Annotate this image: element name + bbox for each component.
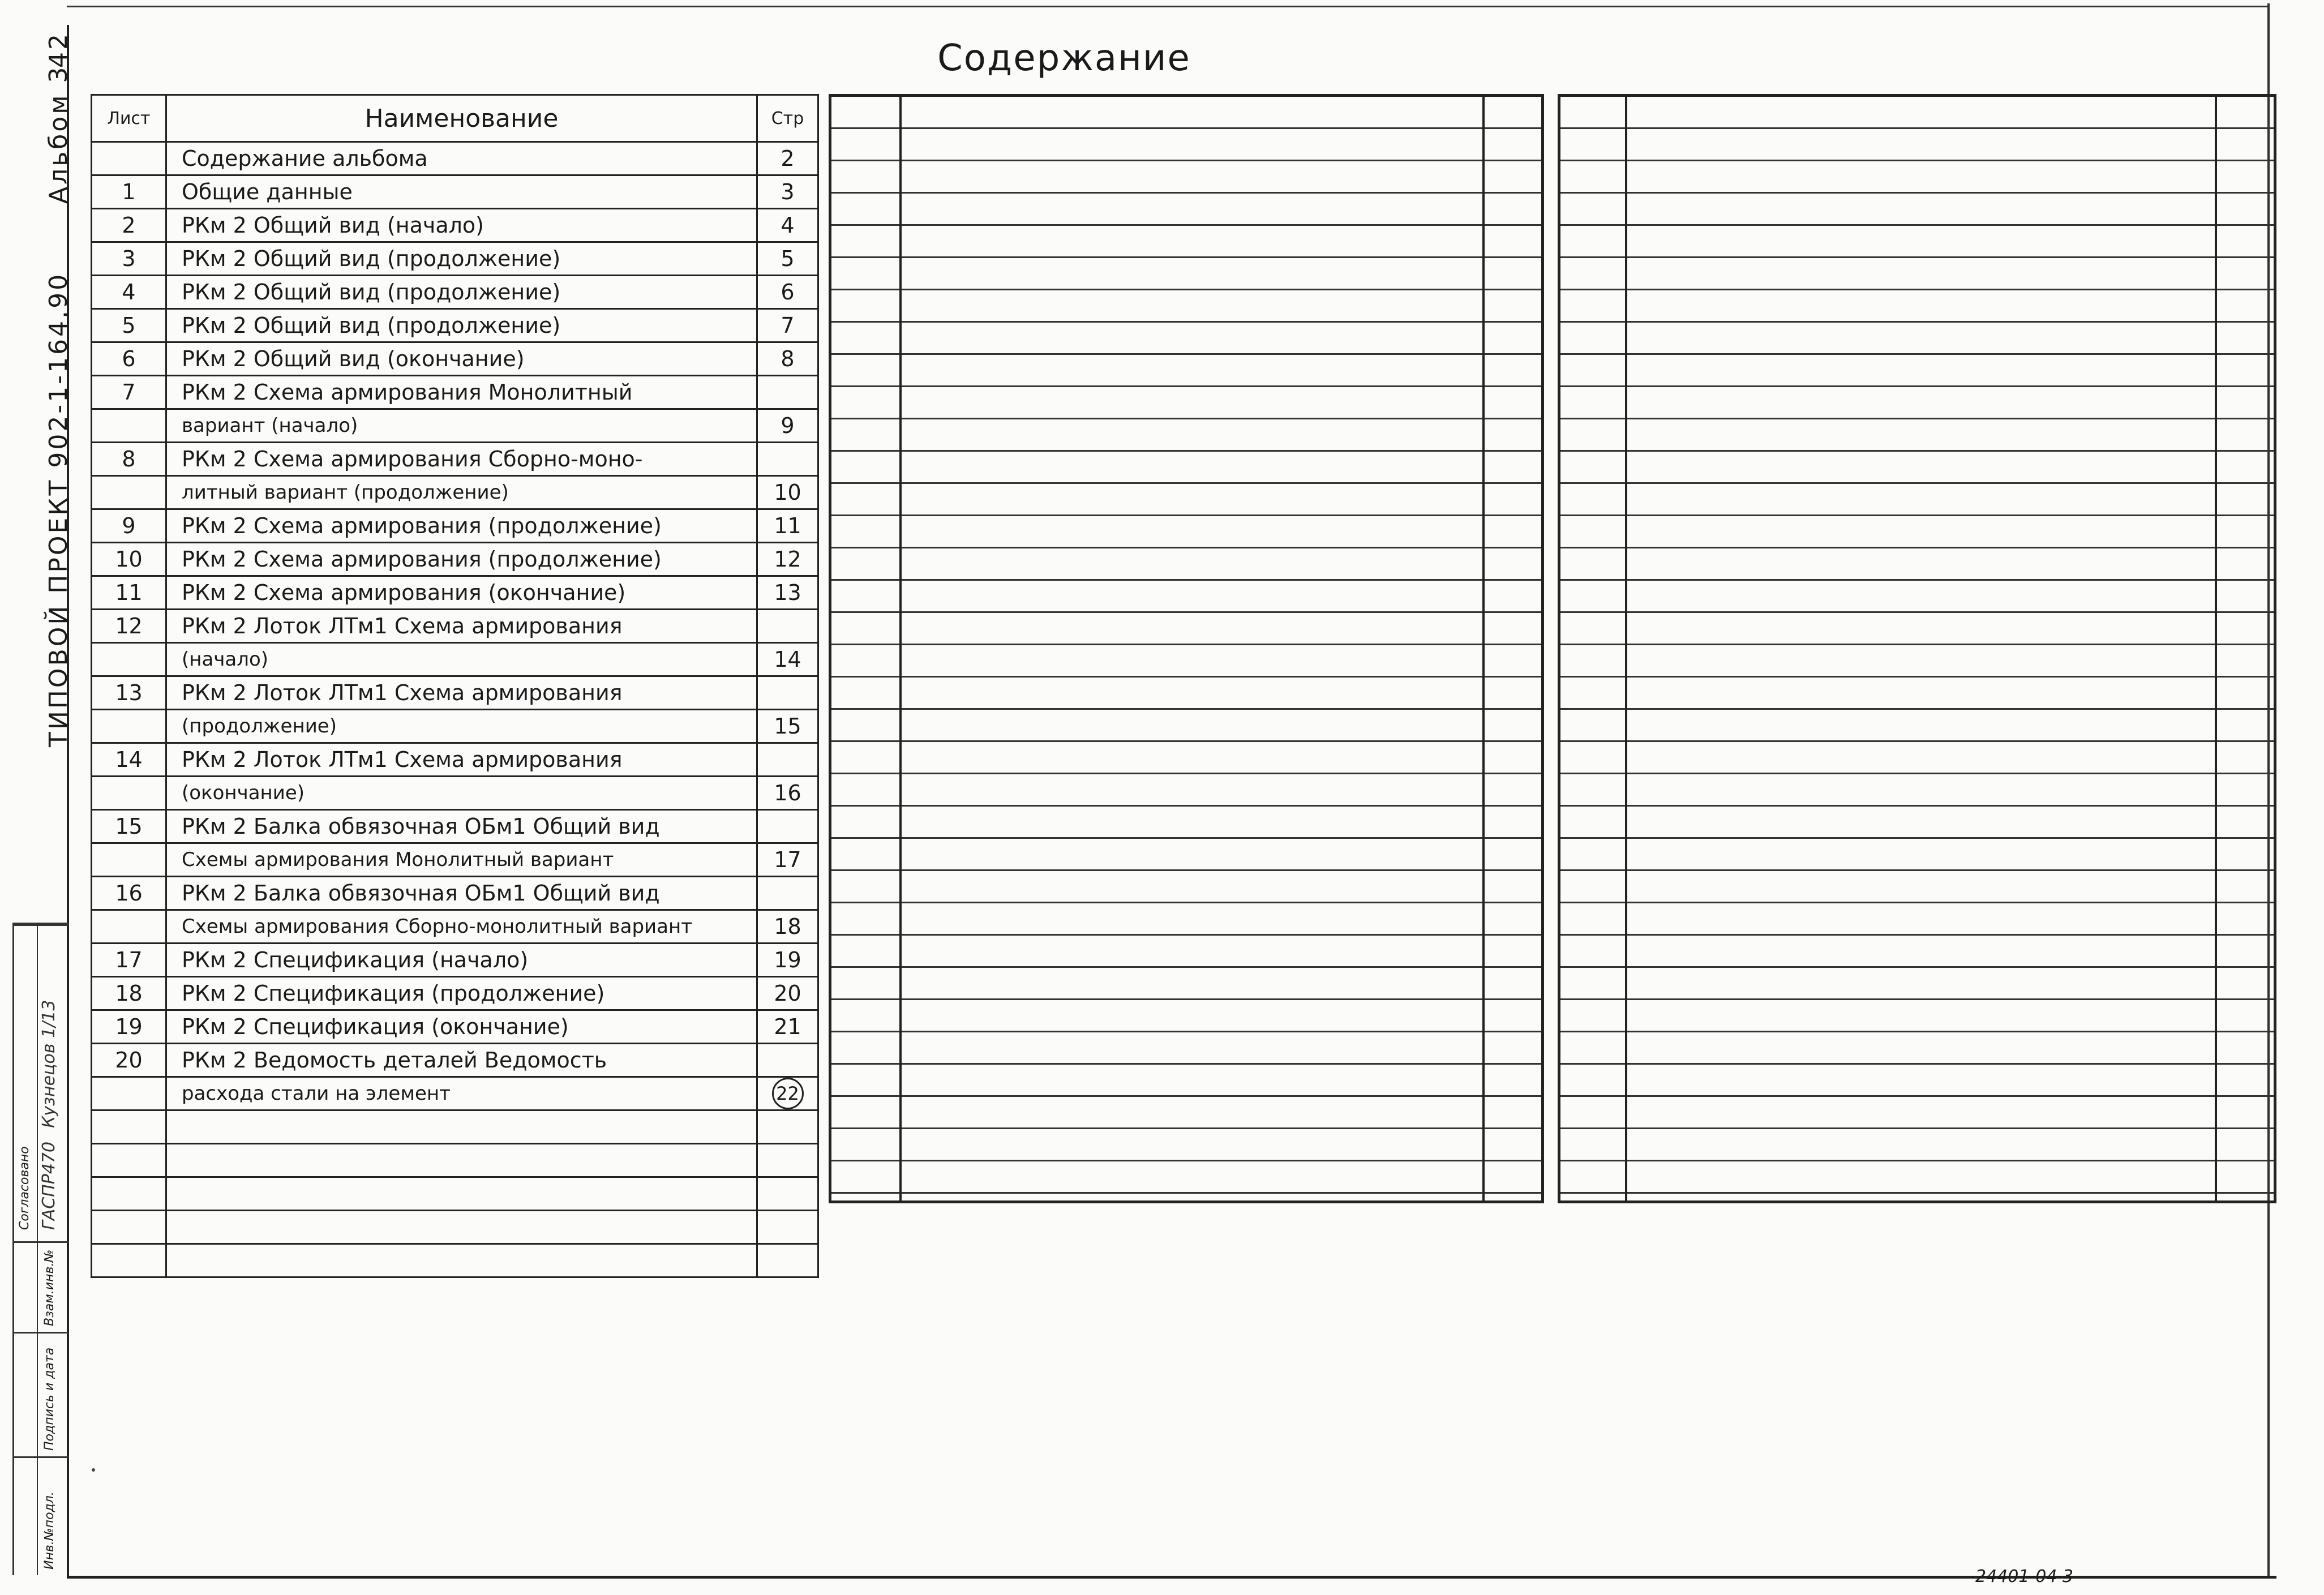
- sheet-number: 16: [92, 877, 166, 910]
- sheet-number: 14: [92, 743, 166, 777]
- sheet-number: 15: [92, 810, 166, 843]
- sheet-name: Схемы армирования Монолитный вариант: [166, 843, 757, 877]
- stamp-label-inv: Инв.№подл.: [42, 1491, 57, 1570]
- page-number-cell: 10: [757, 476, 818, 509]
- table-row: [92, 1010, 818, 1044]
- page-number-cell: 9: [757, 409, 818, 443]
- sheet-name: (окончание): [166, 777, 757, 810]
- page-number-cell: [757, 376, 818, 409]
- stamp-label-signature: Подпись и дата: [42, 1347, 57, 1451]
- sheet-number: [92, 643, 166, 676]
- table-row: [92, 743, 818, 777]
- empty-contents-grid-right: [1558, 94, 2276, 1203]
- scan-speck: [92, 1468, 95, 1472]
- sheet-name: расхода стали на элемент: [166, 1077, 757, 1111]
- empty-row: [92, 1111, 818, 1144]
- sheet-name: Схемы армирования Сборно-монолитный вариант: [166, 910, 757, 944]
- circled-page-number: 22: [772, 1078, 804, 1109]
- stamp-handwritten-signature: Кузнецов 1/13: [39, 1000, 59, 1128]
- table-row: [92, 509, 818, 543]
- sheet-number: 12: [92, 610, 166, 643]
- sheet-number: 5: [92, 309, 166, 342]
- sheet-number: 8: [92, 443, 166, 476]
- empty-cell: [166, 1211, 757, 1244]
- sheet-name: Содержание альбома: [166, 142, 757, 175]
- sheet-number: 20: [92, 1044, 166, 1077]
- album-label: Альбом 3: [44, 65, 73, 204]
- table-row: [92, 944, 818, 977]
- empty-cell: [757, 1177, 818, 1211]
- sheet-name: РКм 2 Балка обвязочная ОБм1 Общий вид: [166, 877, 757, 910]
- table-row: [92, 610, 818, 643]
- sheet-name: РКм 2 Спецификация (продолжение): [166, 977, 757, 1010]
- empty-row: [92, 1177, 818, 1211]
- empty-cell: [757, 1111, 818, 1144]
- sheet-number: 4: [92, 276, 166, 309]
- sheet-number: 19: [92, 1010, 166, 1044]
- sheet-number: 11: [92, 576, 166, 610]
- sheet-name: РКм 2 Общий вид (окончание): [166, 342, 757, 376]
- sheet-number: 7: [92, 376, 166, 409]
- page-number-cell: 12: [757, 543, 818, 576]
- sheet-name: Общие данные: [166, 175, 757, 209]
- page-number-cell: 13: [757, 576, 818, 610]
- sheet-number: 10: [92, 543, 166, 576]
- sheet-name: РКм 2 Лоток ЛТм1 Схема армирования: [166, 676, 757, 710]
- sheet-number: [92, 910, 166, 944]
- page-number-cell: 4: [757, 209, 818, 242]
- page-number-cell: [757, 743, 818, 777]
- empty-cell: [92, 1111, 166, 1144]
- header-name: Наименование: [166, 95, 757, 142]
- sheet-code: 24401-04 3: [1975, 1567, 2074, 1587]
- page-number-cell: 15: [757, 710, 818, 743]
- sheet-number: 18: [92, 977, 166, 1010]
- page-number-cell: 11: [757, 509, 818, 543]
- sheet-number: [92, 476, 166, 509]
- empty-cell: [92, 1177, 166, 1211]
- empty-cell: [92, 1244, 166, 1277]
- table-row: [92, 175, 818, 209]
- approval-stamp: [12, 923, 68, 1575]
- table-row: [92, 342, 818, 376]
- table-row: [92, 977, 818, 1010]
- empty-cell: [757, 1144, 818, 1177]
- page-number-cell: 14: [757, 643, 818, 676]
- empty-cell: [757, 1211, 818, 1244]
- sheet-number: [92, 710, 166, 743]
- sheet-number: 3: [92, 242, 166, 276]
- page-number-cell: [757, 610, 818, 643]
- sheet-number: 17: [92, 944, 166, 977]
- table-row: [92, 543, 818, 576]
- page-number-cell: [757, 676, 818, 710]
- table-row: [92, 877, 818, 910]
- sheet-name: РКм 2 Балка обвязочная ОБм1 Общий вид: [166, 810, 757, 843]
- page-number-cell: 16: [757, 777, 818, 810]
- page-number-cell: [757, 1044, 818, 1077]
- table-row: [92, 409, 818, 443]
- empty-cell: [92, 1144, 166, 1177]
- contents-table: [91, 94, 819, 1278]
- sheet-name: РКм 2 Схема армирования (продолжение): [166, 543, 757, 576]
- page-number-cell: [757, 877, 818, 910]
- stamp-handwritten-code: ГАСПР470: [39, 1141, 59, 1230]
- table-row: [92, 443, 818, 476]
- page-number-cell: [757, 1077, 818, 1111]
- table-row: [92, 777, 818, 810]
- sheet-name: РКм 2 Общий вид (продолжение): [166, 276, 757, 309]
- page-number-cell: 20: [757, 977, 818, 1010]
- sheet-name: РКм 2 Лоток ЛТм1 Схема армирования: [166, 743, 757, 777]
- empty-cell: [166, 1111, 757, 1144]
- sheet-name: РКм 2 Лоток ЛТм1 Схема армирования: [166, 610, 757, 643]
- sheet-name: РКм 2 Схема армирования Сборно-моно-: [166, 443, 757, 476]
- page-title: Содержание: [937, 37, 1191, 79]
- sheet-name: РКм 2 Общий вид (начало): [166, 209, 757, 242]
- page-number-cell: 7: [757, 309, 818, 342]
- page-number-cell: 19: [757, 944, 818, 977]
- empty-contents-grid-middle: [829, 94, 1544, 1203]
- empty-row: [92, 1244, 818, 1277]
- table-row: [92, 209, 818, 242]
- sheet-name: литный вариант (продолжение): [166, 476, 757, 509]
- page-number-cell: 6: [757, 276, 818, 309]
- sheet-name: РКм 2 Ведомость деталей Ведомость: [166, 1044, 757, 1077]
- header-page: Стр: [757, 95, 818, 142]
- empty-cell: [757, 1244, 818, 1277]
- sheet-name: РКм 2 Схема армирования (окончание): [166, 576, 757, 610]
- sheet-name: РКм 2 Спецификация (начало): [166, 944, 757, 977]
- sheet-number: [92, 409, 166, 443]
- table-row: [92, 309, 818, 342]
- stamp-label-replace: Взам.инв.№: [42, 1249, 57, 1326]
- sheet-number: [92, 1077, 166, 1111]
- header-sheet: Лист: [92, 95, 166, 142]
- page-number-cell: 5: [757, 242, 818, 276]
- sheet-number: 1: [92, 175, 166, 209]
- stamp-label-agreed: Согласовано: [18, 1146, 32, 1230]
- table-row: [92, 710, 818, 743]
- table-row: [92, 476, 818, 509]
- sheet-name: РКм 2 Схема армирования Монолитный: [166, 376, 757, 409]
- table-header-row: [92, 95, 818, 142]
- page-number-cell: [757, 810, 818, 843]
- sheet-name: (начало): [166, 643, 757, 676]
- sheet-name: РКм 2 Общий вид (продолжение): [166, 242, 757, 276]
- empty-cell: [166, 1244, 757, 1277]
- page-number-cell: 18: [757, 910, 818, 944]
- page-number-cell: [757, 443, 818, 476]
- table-row: [92, 142, 818, 175]
- table-row: [92, 1077, 818, 1111]
- table-row: [92, 676, 818, 710]
- frame-top-rule: [67, 6, 2269, 7]
- table-row: [92, 276, 818, 309]
- sheet-number: 9: [92, 509, 166, 543]
- project-label: ТИПОВОЙ ПРОЕКТ 902-1-164.90: [44, 272, 73, 747]
- table-row: [92, 810, 818, 843]
- page-number-cell: 3: [757, 175, 818, 209]
- sheet-name: вариант (начало): [166, 409, 757, 443]
- empty-cell: [166, 1144, 757, 1177]
- empty-cell: [92, 1211, 166, 1244]
- table-row: [92, 576, 818, 610]
- table-row: [92, 910, 818, 944]
- sheet-name: РКм 2 Спецификация (окончание): [166, 1010, 757, 1044]
- sheet-number: 6: [92, 342, 166, 376]
- sheet-number: [92, 843, 166, 877]
- table-row: [92, 843, 818, 877]
- sheet-name: РКм 2 Схема армирования (продолжение): [166, 509, 757, 543]
- sheet-number: [92, 142, 166, 175]
- table-row: [92, 1044, 818, 1077]
- sheet-number: [92, 777, 166, 810]
- page-number-cell: 2: [757, 142, 818, 175]
- sheet-number: 13: [92, 676, 166, 710]
- table-row: [92, 643, 818, 676]
- sheet-number: 2: [92, 209, 166, 242]
- empty-row: [92, 1211, 818, 1244]
- empty-row: [92, 1144, 818, 1177]
- page-number: 42: [44, 32, 73, 68]
- sheet-name: РКм 2 Общий вид (продолжение): [166, 309, 757, 342]
- table-row: [92, 376, 818, 409]
- page-number-cell: 21: [757, 1010, 818, 1044]
- page-number-cell: 17: [757, 843, 818, 877]
- page-number-cell: 8: [757, 342, 818, 376]
- sheet-name: (продолжение): [166, 710, 757, 743]
- empty-cell: [166, 1177, 757, 1211]
- table-row: [92, 242, 818, 276]
